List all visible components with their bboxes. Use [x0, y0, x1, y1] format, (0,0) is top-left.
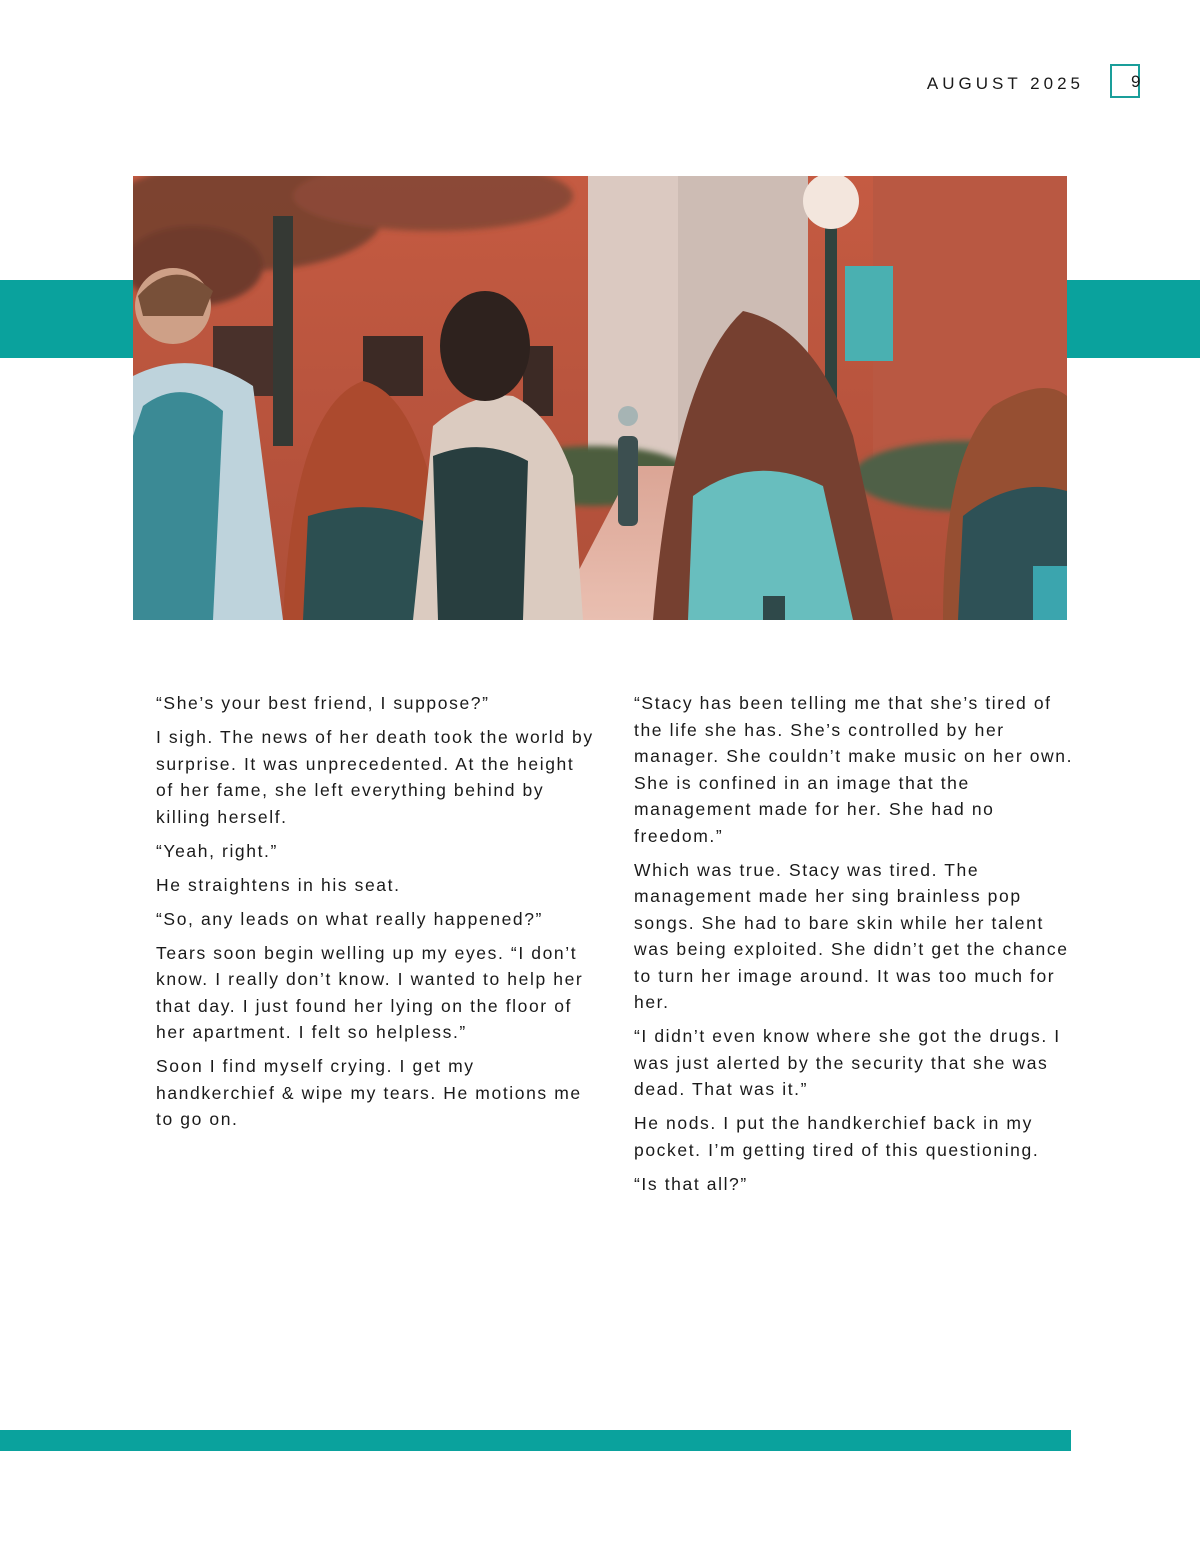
paragraph: Which was true. Stacy was tired. The management made her sing brainless pop songs. She had to bare skin while her talent was being exploited. She didn’t get the chance to turn her image around. It was too much for her. [634, 859, 1069, 1012]
article-left-column [156, 690, 596, 1140]
page-number: 9 [1131, 72, 1141, 91]
paragraph: Soon I find myself crying. I get my handkerchief & wipe my tears. He motions me to go on. [156, 1056, 582, 1129]
paragraph: I sigh. The news of her death took the world by surprise. It was unprecedented. At the height of her fame, she left everything behind by killing herself. [156, 727, 594, 827]
students-walking-photo [133, 176, 1067, 620]
paragraph: “Yeah, right.” [156, 840, 278, 861]
accent-band-left [0, 280, 140, 358]
paragraph: “So, any leads on what really happened?” [156, 908, 543, 929]
article-right-column [634, 690, 1074, 1205]
paragraph: He straightens in his seat. [156, 874, 401, 895]
paragraph: “I didn’t even know where she got the drugs. I was just alerted by the security that she was dead. That was it.” [634, 1026, 1061, 1099]
issue-date: AUGUST 2025 [926, 74, 1084, 93]
paragraph: He nods. I put the handkerchief back in my pocket. I’m getting tired of this questioning. [634, 1113, 1040, 1160]
footer-accent-bar [0, 1430, 1071, 1451]
paragraph: Tears soon begin welling up my eyes. “I don’t know. I really don’t know. I wanted to help her that day. I just found her lying on the floor of her apartment. I felt so helpless.” [156, 942, 584, 1042]
paragraph: “Is that all?” [634, 1173, 748, 1194]
paragraph: “She’s your best friend, I suppose?” [156, 693, 490, 713]
accent-band-right [1060, 280, 1200, 358]
paragraph: “Stacy has been telling me that she’s tired of the life she has. She’s controlled by her manager. She couldn’t make music on her own. She is confined in an image that the management made for her. She had no freedom.” [634, 693, 1074, 846]
